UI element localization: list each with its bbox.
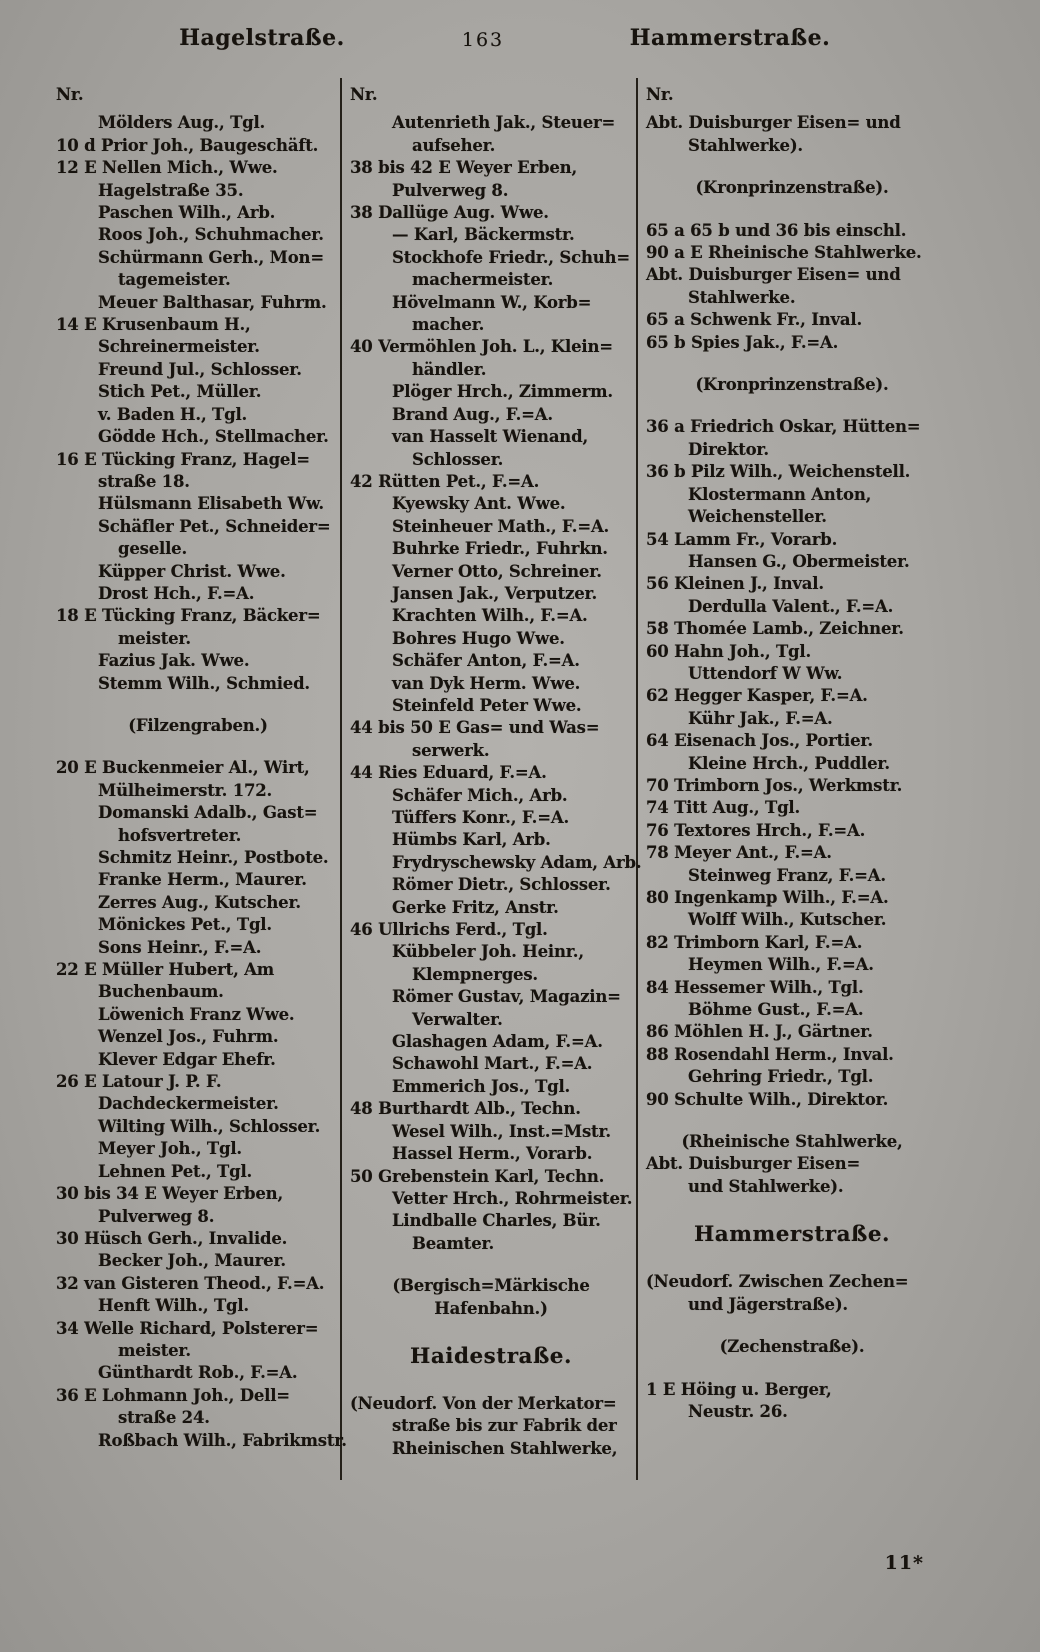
directory-line: 84 Hessemer Wilh., Tgl. bbox=[646, 977, 864, 997]
directory-line: 90 a E Rheinische Stahlwerke. bbox=[646, 243, 922, 263]
directory-line: Wesel Wilh., Inst.=Mstr. bbox=[392, 1121, 611, 1141]
directory-line: Emmerich Jos., Tgl. bbox=[392, 1076, 571, 1096]
directory-line: Roßbach Wilh., Fabrikmstr. bbox=[98, 1430, 347, 1450]
directory-line: Böhme Gust., F.=A. bbox=[688, 1000, 864, 1020]
directory-line: Kühr Jak., F.=A. bbox=[688, 708, 833, 728]
directory-line: meister. bbox=[118, 1340, 191, 1360]
directory-line: 65 b Spies Jak., F.=A. bbox=[646, 332, 839, 352]
directory-line: 90 Schulte Wilh., Direktor. bbox=[646, 1089, 889, 1109]
directory-line: Henft Wilh., Tgl. bbox=[98, 1296, 249, 1316]
directory-line: (Neudorf. Zwischen Zechen= bbox=[646, 1272, 909, 1292]
directory-line: Steinweg Franz, F.=A. bbox=[688, 865, 886, 885]
directory-line: 34 Welle Richard, Polsterer= bbox=[56, 1318, 319, 1338]
directory-line: 50 Grebenstein Karl, Techn. bbox=[350, 1166, 605, 1186]
directory-line: 22 E Müller Hubert, Am bbox=[56, 960, 275, 980]
directory-line: 76 Textores Hrch., F.=A. bbox=[646, 820, 866, 840]
directory-line: 36 b Pilz Wilh., Weichenstell. bbox=[646, 462, 911, 482]
directory-line: 46 Ullrichs Ferd., Tgl. bbox=[350, 920, 548, 940]
directory-line: Vetter Hrch., Rohrmeister. bbox=[392, 1188, 633, 1208]
directory-line: Sons Heinr., F.=A. bbox=[98, 937, 262, 957]
directory-line: 36 E Lohmann Joh., Dell= bbox=[56, 1385, 290, 1405]
directory-line: 88 Rosendahl Herm., Inval. bbox=[646, 1044, 894, 1064]
directory-line: Wolff Wilh., Kutscher. bbox=[688, 910, 887, 930]
spacer bbox=[646, 200, 938, 220]
directory-line: Tüffers Konr., F.=A. bbox=[392, 808, 569, 827]
directory-line: Fazius Jak. Wwe. bbox=[98, 651, 250, 671]
street-heading: Hammerstraße. bbox=[693, 1222, 891, 1248]
signature-mark: 11* bbox=[884, 1552, 924, 1574]
section-note: Hafenbahn.) bbox=[434, 1298, 548, 1318]
directory-line: geselle. bbox=[118, 539, 188, 559]
spacer bbox=[56, 695, 340, 715]
directory-line: Hassel Herm., Vorarb. bbox=[392, 1144, 593, 1164]
directory-line: Schmitz Heinr., Postbote. bbox=[98, 848, 329, 867]
directory-line: Römer Dietr., Schlosser. bbox=[392, 875, 611, 895]
directory-line: Direktor. bbox=[688, 439, 769, 459]
directory-line: 86 Möhlen H. J., Gärtner. bbox=[646, 1022, 873, 1042]
directory-column bbox=[350, 84, 642, 1460]
directory-line: 20 E Buckenmeier Al., Wirt, bbox=[56, 758, 310, 778]
directory-line: Kübbeler Joh. Heinr., bbox=[392, 942, 584, 962]
directory-line: macher. bbox=[412, 315, 485, 335]
directory-line: 12 E Nellen Mich., Wwe. bbox=[56, 158, 278, 178]
directory-line: Domanski Adalb., Gast= bbox=[98, 803, 318, 823]
directory-line: Verner Otto, Schreiner. bbox=[392, 561, 602, 581]
directory-line: 78 Meyer Ant., F.=A. bbox=[646, 843, 832, 863]
page-number: 163 bbox=[461, 29, 505, 51]
directory-line: händler. bbox=[412, 359, 487, 379]
spacer bbox=[646, 396, 938, 416]
directory-line: Schäfer Anton, F.=A. bbox=[392, 651, 580, 671]
directory-line: Klostermann Anton, bbox=[688, 484, 872, 504]
header-street-left: Hagelstraße. bbox=[179, 25, 345, 51]
column-lines bbox=[646, 112, 938, 1423]
directory-line: serwerk. bbox=[412, 740, 490, 760]
directory-line: Hövelmann W., Korb= bbox=[392, 292, 592, 312]
directory-line: Schreinermeister. bbox=[98, 337, 260, 357]
section-note: (Kronprinzenstraße). bbox=[695, 375, 889, 395]
directory-line: 62 Hegger Kasper, F.=A. bbox=[646, 686, 868, 706]
directory-line: Hansen G., Obermeister. bbox=[688, 551, 910, 571]
section-note: (Rheinische Stahlwerke, bbox=[681, 1132, 903, 1152]
directory-line: Hülsmann Elisabeth Ww. bbox=[98, 494, 324, 514]
directory-line: meister. bbox=[118, 628, 191, 648]
directory-line: Gödde Hch., Stellmacher. bbox=[98, 427, 329, 447]
directory-line: 54 Lamm Fr., Vorarb. bbox=[646, 529, 838, 549]
directory-line: Stich Pet., Müller. bbox=[98, 382, 262, 402]
section-note: (Kronprinzenstraße). bbox=[695, 178, 889, 198]
column-divider-rule bbox=[636, 78, 638, 1480]
directory-line: Schürmann Gerh., Mon= bbox=[98, 247, 324, 267]
directory-line: Zerres Aug., Kutscher. bbox=[98, 892, 301, 912]
directory-line: tagemeister. bbox=[118, 270, 231, 290]
directory-line: Derdulla Valent., F.=A. bbox=[688, 596, 894, 616]
spacer bbox=[350, 1373, 632, 1393]
directory-line: Pulverweg 8. bbox=[392, 180, 509, 200]
directory-line: 65 a Schwenk Fr., Inval. bbox=[646, 310, 863, 330]
directory-line: Stahlwerke. bbox=[688, 287, 796, 307]
directory-line: 44 bis 50 E Gas= und Was= bbox=[350, 718, 600, 738]
directory-line: Plöger Hrch., Zimmerm. bbox=[392, 382, 613, 402]
directory-line: 18 E Tücking Franz, Bäcker= bbox=[56, 606, 321, 626]
directory-line: straße 18. bbox=[98, 471, 190, 491]
directory-line: Kyewsky Ant. Wwe. bbox=[392, 494, 566, 514]
directory-line: Glashagen Adam, F.=A. bbox=[392, 1032, 603, 1052]
directory-line: straße bis zur Fabrik der bbox=[392, 1416, 617, 1436]
column-header-nr: Nr. bbox=[350, 85, 378, 104]
directory-line: 70 Trimborn Jos., Werkmstr. bbox=[646, 775, 903, 795]
directory-line: Dachdeckermeister. bbox=[98, 1094, 279, 1114]
spacer bbox=[646, 1251, 938, 1271]
directory-line: und Jägerstraße). bbox=[688, 1294, 848, 1314]
header-street-right: Hammerstraße. bbox=[629, 25, 831, 51]
directory-line: Wilting Wilh., Schlosser. bbox=[98, 1116, 321, 1136]
directory-line: Beamter. bbox=[412, 1233, 495, 1253]
directory-line: Gehring Friedr., Tgl. bbox=[688, 1067, 874, 1087]
directory-line: 26 E Latour J. P. F. bbox=[56, 1072, 222, 1092]
directory-line: van Dyk Herm. Wwe. bbox=[392, 673, 581, 693]
directory-line: 82 Trimborn Karl, F.=A. bbox=[646, 932, 863, 952]
section-note: (Bergisch=Märkische bbox=[392, 1276, 590, 1296]
directory-line: Meuer Balthasar, Fuhrm. bbox=[98, 292, 327, 312]
directory-line: Becker Joh., Maurer. bbox=[98, 1251, 286, 1271]
directory-line: Schlosser. bbox=[412, 449, 504, 469]
directory-line: Gerke Fritz, Anstr. bbox=[392, 897, 559, 917]
directory-line: Hagelstraße 35. bbox=[98, 180, 244, 200]
directory-line: Klempnerges. bbox=[412, 964, 538, 984]
spacer bbox=[646, 1359, 938, 1379]
directory-column bbox=[646, 84, 938, 1423]
directory-line: 56 Kleinen J., Inval. bbox=[646, 574, 824, 594]
directory-line: (Neudorf. Von der Merkator= bbox=[350, 1393, 617, 1413]
directory-line: Mönickes Pet., Tgl. bbox=[98, 915, 272, 935]
directory-line: Paschen Wilh., Arb. bbox=[98, 203, 276, 223]
directory-line: Abt. Duisburger Eisen= und bbox=[646, 265, 901, 285]
directory-line: Schäfer Mich., Arb. bbox=[392, 785, 568, 805]
directory-line: 1 E Höing u. Berger, bbox=[646, 1379, 832, 1399]
directory-line: 36 a Friedrich Oskar, Hütten= bbox=[646, 417, 921, 437]
directory-line: Stemm Wilh., Schmied. bbox=[98, 673, 310, 693]
spacer bbox=[646, 1198, 938, 1218]
spacer bbox=[646, 1316, 938, 1336]
directory-line: Pulverweg 8. bbox=[98, 1206, 215, 1226]
directory-line: 38 Dallüge Aug. Wwe. bbox=[350, 203, 549, 223]
directory-line: 58 Thomée Lamb., Zeichner. bbox=[646, 619, 904, 639]
directory-column bbox=[56, 84, 347, 1452]
directory-line: Freund Jul., Schlosser. bbox=[98, 359, 302, 379]
directory-line: Autenrieth Jak., Steuer= bbox=[392, 113, 616, 133]
directory-line: Meyer Joh., Tgl. bbox=[98, 1139, 242, 1159]
directory-line: Buchenbaum. bbox=[98, 982, 224, 1002]
section-note: (Zechenstraße). bbox=[719, 1337, 865, 1357]
directory-line: Römer Gustav, Magazin= bbox=[392, 987, 621, 1007]
directory-line: aufseher. bbox=[412, 135, 496, 155]
directory-line: — Karl, Bäckermstr. bbox=[392, 225, 575, 245]
directory-line: 30 Hüsch Gerh., Invalide. bbox=[56, 1228, 288, 1248]
directory-line: Günthardt Rob., F.=A. bbox=[98, 1363, 298, 1383]
directory-line: Klever Edgar Ehefr. bbox=[98, 1049, 276, 1069]
directory-line: machermeister. bbox=[412, 270, 554, 290]
directory-line: Steinfeld Peter Wwe. bbox=[392, 695, 582, 715]
spacer bbox=[646, 1111, 938, 1131]
directory-line: Jansen Jak., Verputzer. bbox=[392, 583, 598, 603]
directory-line: Rheinischen Stahlwerke, bbox=[392, 1438, 618, 1458]
directory-line: 60 Hahn Joh., Tgl. bbox=[646, 641, 811, 661]
directory-line: Wenzel Jos., Fuhrm. bbox=[98, 1027, 279, 1047]
directory-line: Mülheimerstr. 172. bbox=[98, 780, 273, 800]
directory-line: 80 Ingenkamp Wilh., F.=A. bbox=[646, 888, 889, 907]
directory-line: Weichensteller. bbox=[688, 507, 827, 527]
section-note: (Filzengraben.) bbox=[128, 715, 268, 735]
column-divider-rule bbox=[340, 78, 342, 1480]
spacer bbox=[646, 354, 938, 374]
directory-line: v. Baden H., Tgl. bbox=[98, 404, 248, 424]
spacer bbox=[350, 1255, 632, 1275]
directory-line: Krachten Wilh., F.=A. bbox=[392, 606, 588, 626]
directory-line: Küpper Christ. Wwe. bbox=[98, 561, 286, 581]
directory-line: Bohres Hugo Wwe. bbox=[392, 628, 565, 648]
directory-line: Roos Joh., Schuhmacher. bbox=[98, 225, 324, 245]
directory-line: Lindballe Charles, Bür. bbox=[392, 1211, 601, 1231]
directory-line: 40 Vermöhlen Joh. L., Klein= bbox=[350, 337, 613, 357]
directory-line: 16 E Tücking Franz, Hagel= bbox=[56, 449, 310, 469]
directory-line: Abt. Duisburger Eisen= und bbox=[646, 113, 901, 133]
directory-line: Stockhofe Friedr., Schuh= bbox=[392, 247, 630, 267]
directory-line: hofsvertreter. bbox=[118, 825, 242, 845]
directory-line: Mölders Aug., Tgl. bbox=[98, 113, 266, 133]
directory-line: 30 bis 34 E Weyer Erben, bbox=[56, 1184, 284, 1204]
directory-line: straße 24. bbox=[118, 1408, 210, 1428]
directory-line: Schawohl Mart., F.=A. bbox=[392, 1054, 593, 1074]
directory-line: Frydryschewsky Adam, Arb. bbox=[392, 852, 642, 872]
directory-line: und Stahlwerke). bbox=[688, 1176, 844, 1196]
directory-line: Abt. Duisburger Eisen= bbox=[646, 1154, 861, 1174]
directory-line: 32 van Gisteren Theod., F.=A. bbox=[56, 1273, 325, 1293]
directory-line: Uttendorf W Ww. bbox=[688, 663, 843, 683]
directory-line: Drost Hch., F.=A. bbox=[98, 583, 255, 603]
spacer bbox=[56, 737, 340, 757]
street-heading: Haidestraße. bbox=[410, 1343, 572, 1369]
column-header-nr: Nr. bbox=[646, 85, 674, 104]
directory-line: van Hasselt Wienand, bbox=[392, 427, 588, 447]
directory-line: Stahlwerke). bbox=[688, 135, 803, 155]
column-lines bbox=[350, 112, 642, 1460]
directory-line: Neustr. 26. bbox=[688, 1401, 788, 1421]
directory-line: 74 Titt Aug., Tgl. bbox=[646, 798, 801, 818]
directory-line: Kleine Hrch., Puddler. bbox=[688, 753, 890, 773]
directory-line: Heymen Wilh., F.=A. bbox=[688, 955, 874, 975]
spacer bbox=[350, 1320, 632, 1340]
directory-line: Buhrke Friedr., Fuhrkn. bbox=[392, 539, 608, 559]
directory-line: 64 Eisenach Jos., Portier. bbox=[646, 731, 873, 751]
directory-line: 48 Burthardt Alb., Techn. bbox=[350, 1099, 581, 1119]
directory-line: Lehnen Pet., Tgl. bbox=[98, 1161, 253, 1181]
directory-line: Brand Aug., F.=A. bbox=[392, 404, 553, 424]
column-header-nr: Nr. bbox=[56, 85, 84, 104]
directory-line: Steinheuer Math., F.=A. bbox=[392, 516, 610, 536]
directory-line: Schäfler Pet., Schneider= bbox=[98, 516, 331, 536]
column-lines bbox=[56, 112, 347, 1452]
directory-line: Hümbs Karl, Arb. bbox=[392, 830, 551, 850]
directory-line: 38 bis 42 E Weyer Erben, bbox=[350, 158, 578, 178]
directory-line: 65 a 65 b und 36 bis einschl. bbox=[646, 220, 907, 240]
spacer bbox=[646, 157, 938, 177]
directory-line: 44 Ries Eduard, F.=A. bbox=[350, 763, 547, 783]
directory-line: Verwalter. bbox=[412, 1009, 503, 1029]
directory-line: 14 E Krusenbaum H., bbox=[56, 315, 251, 335]
directory-line: 42 Rütten Pet., F.=A. bbox=[350, 471, 540, 491]
directory-line: 10 d Prior Joh., Baugeschäft. bbox=[56, 135, 319, 155]
directory-line: Löwenich Franz Wwe. bbox=[98, 1004, 295, 1024]
directory-line: Franke Herm., Maurer. bbox=[98, 870, 307, 890]
